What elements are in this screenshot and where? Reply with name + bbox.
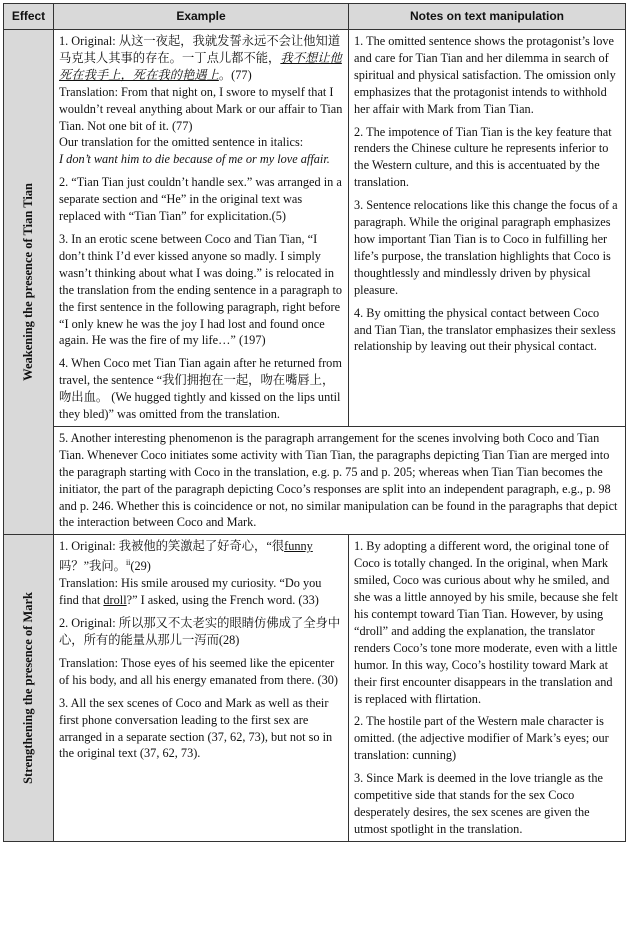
section1-row xyxy=(4,30,626,427)
section1-effect-cell xyxy=(4,30,54,535)
section2-effect-label: Strengthening the presence of Mark xyxy=(21,592,36,785)
s1-ex1-translation: Translation: From that night on, I swore to myself that I wouldn’t reveal anything about Mark or our affair to Tian Tian. Not one bit of it. (77) xyxy=(59,84,343,133)
section1-wide-row xyxy=(4,426,626,534)
s1-ex1-ours-label: Our translation for the omitted sentence in italics: xyxy=(59,135,304,150)
header-row xyxy=(4,4,626,30)
section2-effect-cell xyxy=(4,535,54,841)
section1-example-4: 4. When Coco met Tian Tian again after he returned from travel, the sentence “我们拥抱在一起，吻在嘴唇上，吻出血。 (We hugged tightly and kissed on the lips until they bled)” was omitted from the translation. xyxy=(59,356,342,422)
section2-example-1 xyxy=(59,538,343,609)
s2-ex1-page: (29) xyxy=(130,559,151,574)
s2-ex1-translation-underlined: droll xyxy=(103,593,127,608)
section1-wide-note-cell xyxy=(54,426,626,534)
header-notes: Notes on text manipulation xyxy=(349,4,626,30)
header-effect: Effect xyxy=(4,4,54,30)
header-example: Example xyxy=(54,4,349,30)
section1-example-cell xyxy=(54,30,349,427)
section1-example-2: 2. “Tian Tian just couldn’t handle sex.” was arranged in a separate section and “He” in the original text was replaced with “Tian Tian” for explicitation.(5) xyxy=(59,175,342,224)
section2-note-1: 1. By adopting a different word, the original tone of Coco is totally changed. In the original, when Mark smiled, Coco was curious about why he smiled, and she was a little annoyed by his smile, because she felt his contempt toward Tian Tian. However, by using “droll” and adding the explanation, the translator renders Coco’s tone more moderate, even with a little humor. In this way, Coco’s hostility toward Mark at their first encounter disappears in the translation and is replaced with flirtation. xyxy=(354,539,618,706)
section1-example-1 xyxy=(59,33,343,168)
section2-example-3: 3. All the sex scenes of Coco and Mark as well as their first phone conversation leading to the first sex are arranged in a separate section (37, 62, 73), but not so in the original text (37, 62, 73). xyxy=(59,695,333,761)
section2-row xyxy=(4,535,626,841)
s1-ex1-original-suffix: 。(77) xyxy=(218,67,252,82)
section1-note-3: 3. Sentence relocations like this change the focus of a paragraph. While the original paragraph emphasizes how important Tian Tian is to Coco in fulfilling her life’s purpose, the translation highlights that Coco is thoughtlessly and mindlessly driven by physical pleasure. xyxy=(354,198,618,297)
s1-ex1-original-italic: 我不想让他死在我手上，死在我的艳遇上 xyxy=(59,50,342,82)
s2-ex1-original-prefix: 1. Original: 我被他的笑激起了好奇心，“很 xyxy=(59,539,285,554)
section2-example-2-translation: Translation: Those eyes of his seemed like the epicenter of his body, and all his energy emanated from there. (30) xyxy=(59,655,338,687)
s1-ex1-ours-text: I don’t want him to die because of me or my love affair. xyxy=(59,152,330,167)
section1-note-1: 1. The omitted sentence shows the protagonist’s love and care for Tian Tian and her dilemma in search of spiritual and physical satisfaction. The omission only emphasizes that the protagonist intends to withhold her affair with Mark from Tian Tian. xyxy=(354,34,616,116)
section1-example-3: 3. In an erotic scene between Coco and Tian Tian, “I don’t think I’d ever kissed anyone so madly. I simply wasn’t thinking about what I was doing.” is relocated in the translation from the ending sentence in a paragraph to the first sentence in the following paragraph, right before “I only knew he was the joy I had lost and found once again. He was the fire of my life…” (197) xyxy=(59,231,343,348)
section2-example-2 xyxy=(59,615,343,649)
section1-note-4: 4. By omitting the physical contact between Coco and Tian Tian, the translator emphasizes their sexless relationship by leaving out their physical contact. xyxy=(354,305,616,354)
section2-note-3: 3. Since Mark is deemed in the love triangle as the competitive side that stands for the sex Coco desperately desires, the sex scenes are given the utmost spotlight in the translation. xyxy=(354,771,603,836)
s2-ex1-original-suffix: 吗？”我问。 xyxy=(59,559,126,574)
s2-ex2-original: 2. Original: 所以那又不太老实的眼睛仿佛成了全身中心，所有的能量从那儿一泻而(28) xyxy=(59,616,341,647)
section1-notes-cell xyxy=(349,30,626,427)
section2-note-2: 2. The hostile part of the Western male character is omitted. (the adjective modifier of Mark’s eyes; our translation: cunning) xyxy=(354,714,609,763)
s2-ex1-original-underlined: funny xyxy=(284,539,313,554)
s2-ex1-footnote: ii xyxy=(125,558,131,568)
s2-ex1-translation-prefix: Translation: His smile aroused my curiosity. “Do you find that xyxy=(59,576,322,608)
s2-ex1-translation-suffix: ?” I asked, using the French word. (33) xyxy=(126,593,319,608)
section2-example-cell xyxy=(54,535,349,841)
comparison-table xyxy=(3,3,626,842)
section1-note-2: 2. The impotence of Tian Tian is the key feature that renders the Chinese culture he represents inferior to the Western culture, and this is accentuated by the translation. xyxy=(354,124,612,190)
section1-effect-label: Weakening the presence of Tian Tian xyxy=(21,183,36,382)
s1-ex1-original-prefix: 1. Original: 从这一夜起，我就发誓永远不会让他知道马克其人其事的存在。一丁点儿都不能， xyxy=(59,34,341,65)
section1-wide-note: 5. Another interesting phenomenon is the paragraph arrangement for the scenes involving both Coco and Tian Tian. Whenever Coco initiates some activity with Tian Tian, the paragraphs depicting Tian Tian are merged into the paragraph starting with Coco in the translation, e.g. p. 75 and p. 205; whereas when Tian Tian becomes the initiator, the part of the paragraph depicting Coco’s responses are split into an independent paragraph, e.g., p. 98 and p. 246. Whether this is coincidence or not, no similar manipulation can be found in the paragraphs that depict the interaction between Coco and Mark. xyxy=(59,430,618,530)
section2-notes-cell xyxy=(349,535,626,841)
